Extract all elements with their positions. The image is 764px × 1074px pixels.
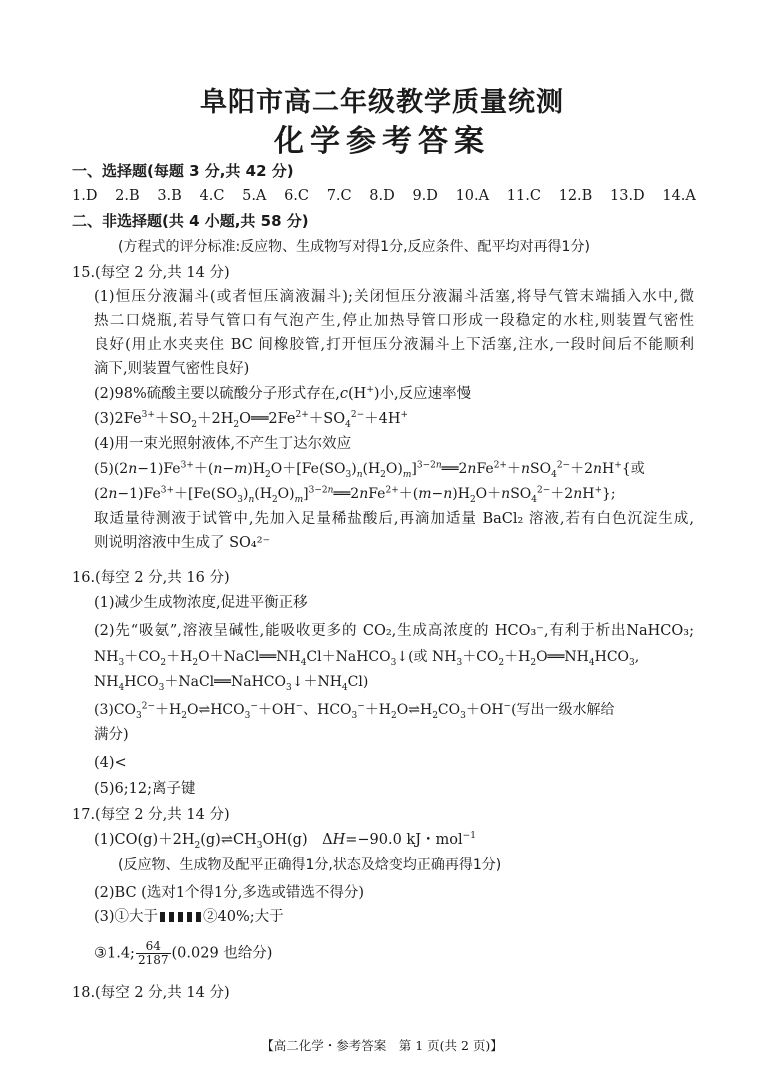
mc-answer: 4.C [199,188,225,204]
q15-answer4: (4)用一束光照射液体,不产生丁达尔效应 [94,436,352,452]
redaction-marks [158,906,203,928]
mc-answer-row [72,185,696,207]
document-title: 阜阳市高二年级教学质量统测 [200,87,564,118]
mc-answer: 11.C [506,188,541,204]
q17-header: 17.(每空 2 分,共 14 分) [72,807,230,823]
mc-answer: 9.D [412,188,438,204]
mc-answer: 5.A [242,188,267,204]
mc-answer: 1.D [72,188,98,204]
q17-answer1-note: (反应物、生成物及配平正确得1分,状态及焓变均正确再得1分) [118,857,502,873]
mc-answer: 3.B [157,188,182,204]
q16-answer4: (4)< [94,755,127,771]
mc-answer: 13.D [610,188,645,204]
q16-answer2-line3: $NH_4HCO_3+NaCl══NaHCO_3↓+NH_4Cl$) [94,674,369,693]
fraction: $\frac{64}{2187}$ [137,939,169,967]
q16-answer5: (5)6;12;离子键 [94,781,196,797]
mc-answer: 2.B [115,188,140,204]
q15-answer3-equation: $(3)2Fe^{3+}+SO_2+2H_2O══2Fe^{2+}+SO_4^{2-}+4H^+$ [94,410,409,430]
mc-answer: 7.C [326,188,352,204]
q15-header: 15.(每空 2 分,共 14 分) [72,265,230,281]
q15-answer1-line4: 滴下,则装置气密性良好) [94,361,250,377]
q17-answer3-line2: ③1.4; $\frac{64}{2187}$ (0.029 也给分) [94,939,273,967]
mc-answer: 6.C [284,188,310,204]
q15-answer1-line3: 良好(用止水夹夹住 BC 间橡胶管,打开恒压分液漏斗上下活塞,注水,一段时间后不能顺利 [94,337,694,353]
q15-answer1-line2: 热二口烧瓶,若导气管口有气泡产生,停止加热导管口形成一段稳定的水柱,则装置气密性 [94,313,694,329]
q15-answer5-line2: $(2n-1)Fe^{3+}+[Fe(SO_3)_n(H_2O)_m]^{3-2n}══2nFe^{2+}+(m-n)H_2O+nSO_4^{2-}+2nH^+$}; [94,485,616,505]
q15-answer5-line1: $(5)(2n-1)Fe^{3+}+(n-m)H_2O+[Fe(SO_3)_n(H_2O)_m]^{3-2n}══2nFe^{2+}+nSO_4^{2-}+2nH^+${或 [94,460,645,480]
mc-answer: 8.D [369,188,395,204]
q16-header: 16.(每空 2 分,共 16 分) [72,570,230,586]
q15-answer2: (2)98%硫酸主要以硫酸分子形式存在,c(H+)小,反应速率慢 [94,385,472,402]
q16-answer3-line1: $(3)CO_3^{2-}+H_2O\rightleftharpoons HCO_3^-+OH^-$、$HCO_3^-+H_2O\rightleftharpoons H_2CO_3+OH^-$(写出一级水解给 [94,701,615,721]
q15-answer1-line1: (1)恒压分液漏斗(或者恒压滴液漏斗);关闭恒压分液漏斗活塞,将导气管末端插入水中,微 [94,289,694,305]
page-footer: 【高二化学・参考答案 第 1 页(共 2 页)】 [261,1038,503,1053]
q16-answer1: (1)减少生成物浓度,促进平衡正移 [94,595,308,611]
q15-answer6-line1: 取适量待测液于试管中,先加入足量稀盐酸后,再滴加适量 BaCl₂ 溶液,若有白色沉淀生成, [94,511,694,527]
mc-answer: 10.A [455,188,490,204]
q16-answer3-line2: 满分) [94,727,129,743]
section2-heading: 二、非选择题(共 4 小题,共 58 分) [72,212,309,230]
q17-answer2: (2)BC (选对1个得1分,多选或错选不得分) [94,885,365,901]
scoring-note: (方程式的评分标准:反应物、生成物写对得1分,反应条件、配平均对再得1分) [118,239,590,255]
mc-answer: 12.B [558,188,593,204]
q17-answer3-line1: (3)①大于 ②40%;大于 [94,906,284,928]
q16-answer2-line1: (2)先“吸氨”,溶液呈碱性,能吸收更多的 CO₂,生成高浓度的 HCO₃⁻,有利于析出NaHCO₃; [94,623,694,639]
mc-answer: 14.A [662,188,696,204]
section1-heading: 一、选择题(每题 3 分,共 42 分) [72,162,294,180]
q18-header: 18.(每空 2 分,共 14 分) [72,985,230,1001]
document-subtitle: 化学参考答案 [274,124,490,159]
q16-answer2-line2: $NH_3+CO_2+H_2O+NaCl══NH_4Cl+NaHCO_3↓$(或 $NH_3+CO_2+H_2O══NH_4HCO_3$, [94,649,640,668]
q15-answer6-line2: 则说明溶液中生成了 SO₄²⁻ [94,535,271,551]
q17-answer1-equation: $(1)CO(g)+2H_2(g)\rightleftharpoons CH_3OH(g)$ ΔH=−90.0 kJ・mol$^{-1}$ [94,831,476,851]
